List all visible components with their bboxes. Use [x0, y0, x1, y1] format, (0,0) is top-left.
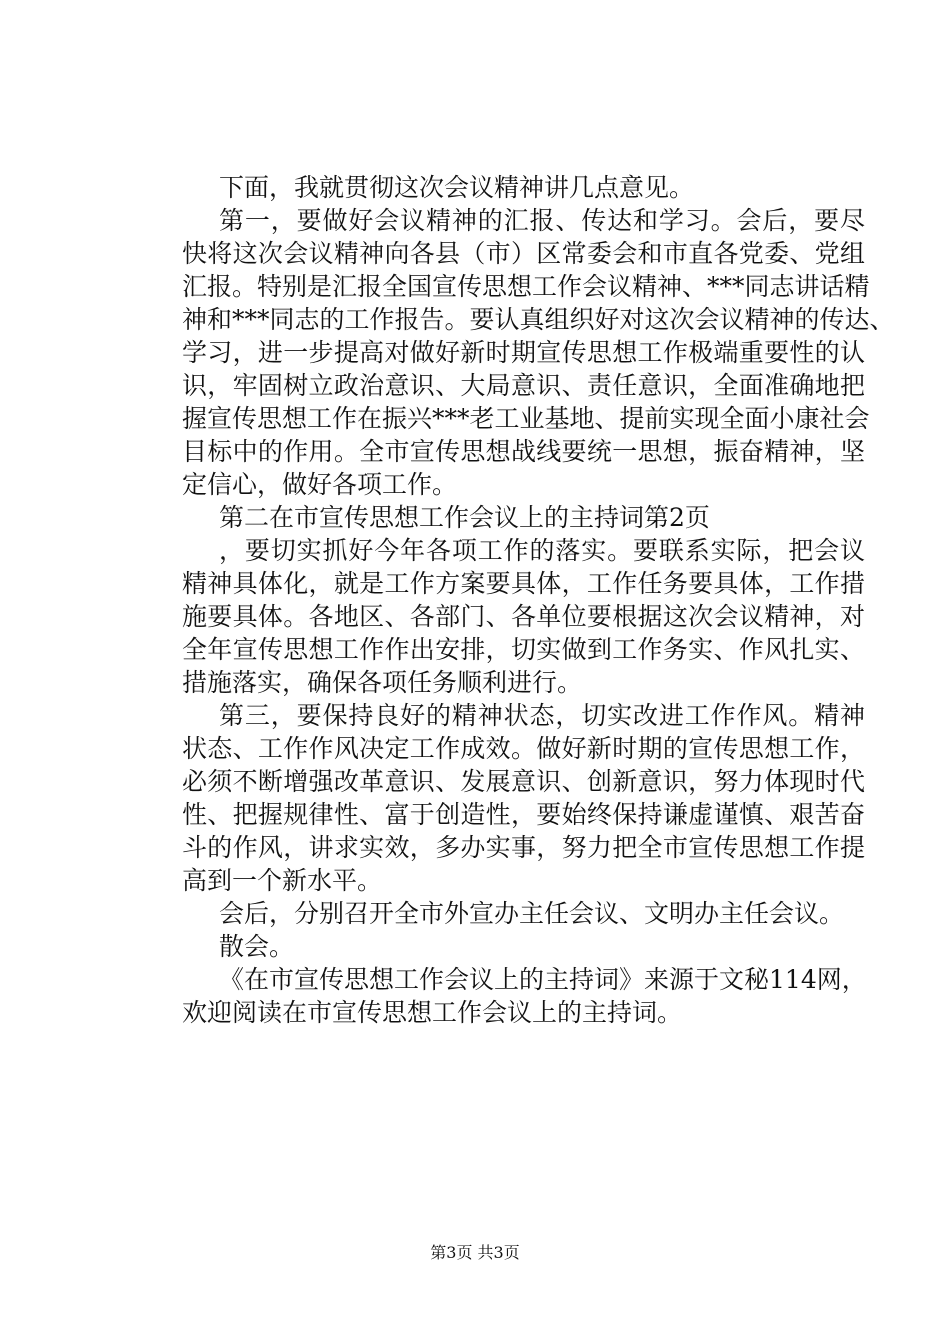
text-line: 性、把握规律性、富于创造性，要始终保持谦虚谨慎、艰苦奋 — [182, 800, 865, 829]
text-line: 握宣传思想工作在振兴***老工业基地、提前实现全面小康社会 — [182, 404, 870, 433]
text-line: 学习，进一步提高对做好新时期宣传思想工作极端重要性的认 — [182, 338, 865, 367]
paragraph — [145, 501, 865, 534]
text-line: 状态、工作作风决定工作成效。做好新时期的宣传思想工作， — [182, 734, 865, 763]
text-line: 施要具体。各地区、各部门、各单位要根据这次会议精神，对 — [182, 602, 865, 631]
document-body — [145, 171, 895, 1029]
paragraph — [145, 963, 865, 1029]
paragraph — [145, 930, 865, 963]
text-line: 定信心，做好各项工作。 — [182, 470, 458, 499]
text-line: 神和***同志的工作报告。要认真组织好对这次会议精神的传达、 — [182, 305, 895, 334]
text-line: 全年宣传思想工作作出安排，切实做到工作务实、作风扎实、 — [182, 635, 865, 664]
text-line: 目标中的作用。全市宣传思想战线要统一思想，振奋精神，坚 — [182, 437, 865, 466]
text-line: 下面，我就贯彻这次会议精神讲几点意见。 — [219, 173, 695, 202]
paragraph — [145, 897, 865, 930]
text-line: 必须不断增强改革意识、发展意识、创新意识，努力体现时代 — [182, 767, 865, 796]
paragraph — [145, 699, 865, 897]
text-line: 第一，要做好会议精神的汇报、传达和学习。会后，要尽 — [219, 206, 865, 235]
text-line: 斗的作风，讲求实效，多办实事，努力把全市宣传思想工作提 — [182, 833, 865, 862]
text-line: 快将这次会议精神向各县（市）区常委会和市直各党委、党组 — [182, 239, 865, 268]
paragraph — [145, 171, 865, 204]
text-line: 第三，要保持良好的精神状态，切实改进工作作风。精神 — [219, 701, 865, 730]
text-line: 高到一个新水平。 — [182, 866, 383, 895]
text-line: 精神具体化，就是工作方案要具体，工作任务要具体，工作措 — [182, 569, 865, 598]
text-line: 汇报。特别是汇报全国宣传思想工作会议精神、***同志讲话精 — [182, 272, 870, 301]
text-line: 《在市宣传思想工作会议上的主持词》来源于文秘114网， — [219, 965, 867, 994]
text-line: 散会。 — [219, 932, 295, 961]
paragraph — [145, 204, 895, 501]
text-line: 识，牢固树立政治意识、大局意识、责任意识，全面准确地把 — [182, 371, 865, 400]
text-line: ，要切实抓好今年各项工作的落实。要联系实际，把会议 — [219, 536, 865, 565]
paragraph — [145, 534, 865, 699]
text-line: 第二在市宣传思想工作会议上的主持词第2页 — [219, 503, 710, 532]
page-number-footer: 第3页 共3页 — [430, 1243, 520, 1262]
text-line: 措施落实，确保各项任务顺利进行。 — [182, 668, 583, 697]
text-line: 会后，分别召开全市外宣办主任会议、文明办主任会议。 — [219, 899, 845, 928]
text-line: 欢迎阅读在市宣传思想工作会议上的主持词。 — [182, 998, 683, 1027]
